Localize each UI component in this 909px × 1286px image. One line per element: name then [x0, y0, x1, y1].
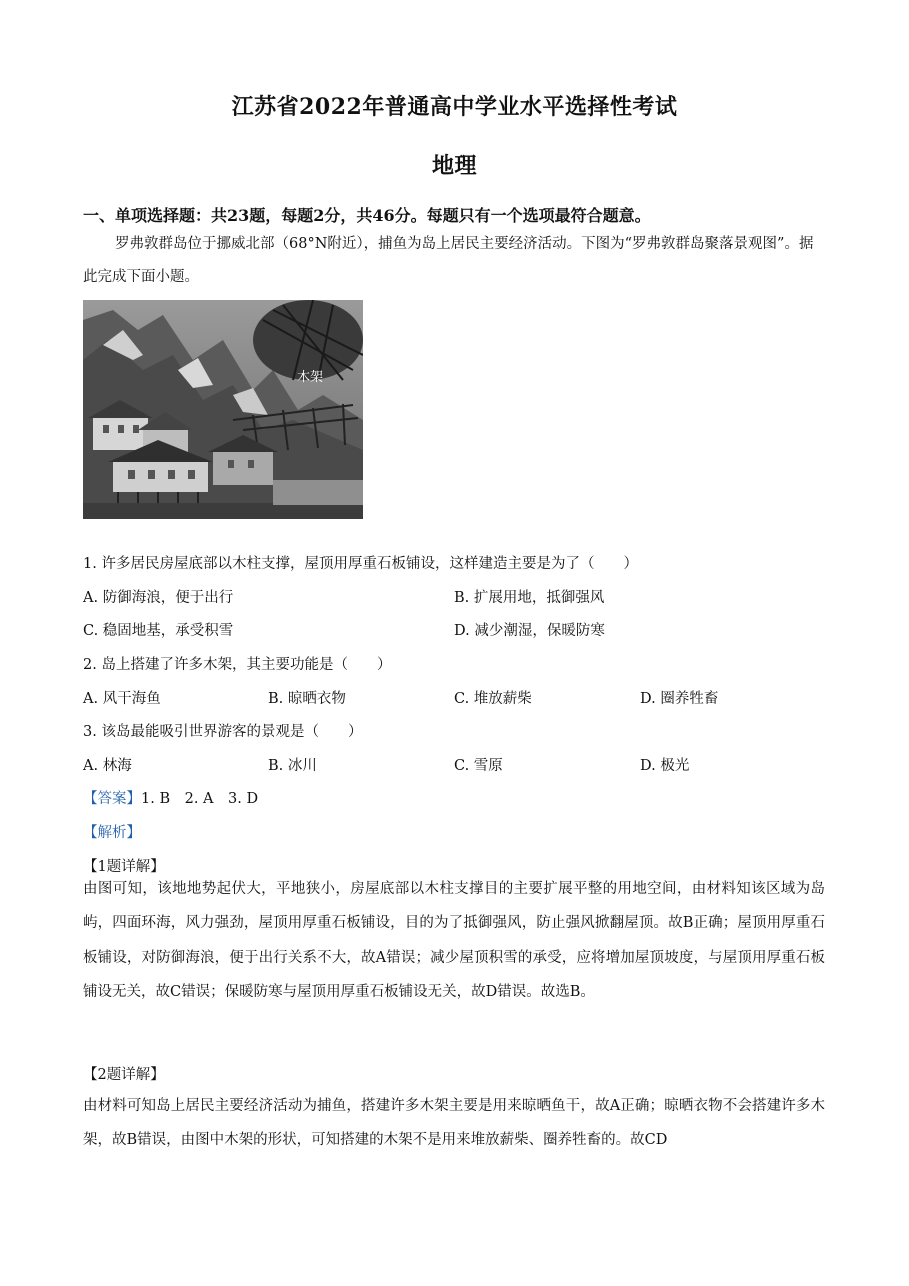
analysis-tag: 【解析】 [83, 825, 141, 841]
question-3-stem: 3. 该岛最能吸引世界游客的景观是（ ） [83, 724, 363, 740]
question-1-stem: 1. 许多居民房屋底部以木柱支撑，屋顶用厚重石板铺设，这样建造主要是为了（ ） [83, 556, 638, 572]
q1-option-a: A. 防御海浪，便于出行 [83, 590, 234, 606]
q1-option-c: C. 稳固地基，承受积雪 [83, 623, 234, 639]
q2-option-c: C. 堆放薪柴 [454, 691, 532, 707]
q3-option-d: D. 极光 [640, 758, 690, 774]
wooden-rack-label: 木架 [297, 370, 324, 385]
q2-option-b: B. 晾晒衣物 [268, 691, 346, 707]
q2-detail-heading: 【2题详解】 [83, 1067, 165, 1083]
q1-detail-text: 由图可知，该地地势起伏大，平地狭小，房屋底部以木柱支撑目的主要扩展平整的用地空间，由材料知该区域为岛屿，四面环海，风力强劲，屋顶用厚重石板铺设，目的为了抵御强风，防止强风掀翻屋顶。故B正确；屋顶用厚重石板铺设，对防御海浪，便于出行关系不大，故A错误；减少屋顶积雪的承受，应将增加屋顶坡度，与屋顶用厚重石板铺设无关，故C错误；保暖防寒与屋顶用厚重石板铺设无关，故D错误。故选B。 [83, 881, 825, 1000]
q1-option-d: D. 减少潮湿，保暖防寒 [454, 623, 605, 639]
section-heading: 一、单项选择题：共23题，每题2分，共46分。每题只有一个选项最符合题意。 [83, 206, 651, 225]
q3-option-c: C. 雪原 [454, 758, 503, 774]
q2-option-d: D. 圈养牲畜 [640, 691, 719, 707]
q2-detail-text: 由材料可知岛上居民主要经济活动为捕鱼，搭建许多木架主要是用来晾晒鱼干，故A正确；晾晒衣物不会搭建许多木架，故B错误，由图中木架的形状，可知搭建的木架不是用来堆放薪柴、圈养牲畜的。故CD [83, 1098, 825, 1149]
answer-text: 1. B 2. A 3. D [141, 791, 259, 807]
q3-option-a: A. 林海 [83, 758, 132, 774]
q1-option-b: B. 扩展用地，抵御强风 [454, 590, 605, 606]
settlement-illustration [83, 300, 363, 519]
q1-detail-heading: 【1题详解】 [83, 859, 165, 875]
question-2-stem: 2. 岛上搭建了许多木架，其主要功能是（ ） [83, 657, 392, 673]
exam-title: 江苏省2022年普通高中学业水平选择性考试 [231, 94, 678, 120]
answer-line [83, 787, 258, 808]
q3-option-b: B. 冰川 [268, 758, 317, 774]
intro-paragraph: 罗弗敦群岛位于挪威北部（68°N附近），捕鱼为岛上居民主要经济活动。下图为“罗弗敦群岛聚落景观图”。据此完成下面小题。 [83, 236, 814, 285]
settlement-photo [83, 300, 363, 519]
answer-tag: 【答案】 [83, 791, 141, 807]
subject-title: 地理 [431, 153, 477, 179]
q2-option-a: A. 风干海鱼 [83, 691, 161, 707]
